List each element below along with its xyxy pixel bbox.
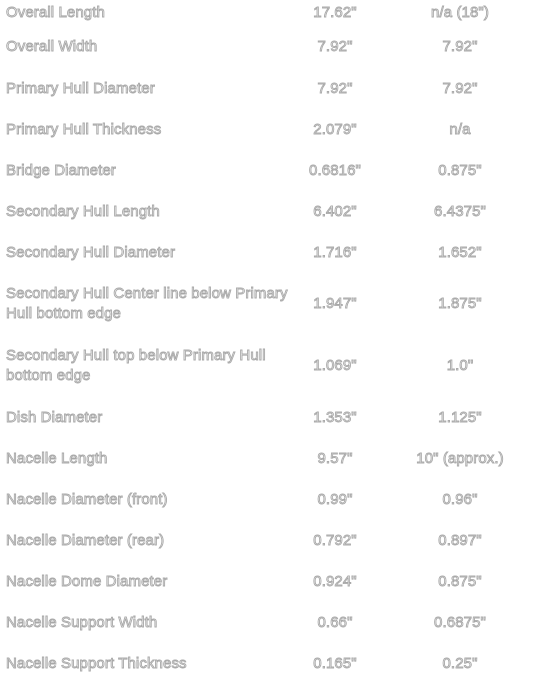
measured-value: 1.716" xyxy=(313,243,357,261)
row-label: Secondary Hull Diameter xyxy=(6,243,176,261)
table-row xyxy=(0,520,550,561)
spec-value: 1.875" xyxy=(438,295,482,312)
table-row xyxy=(0,191,550,232)
table-row xyxy=(0,479,550,520)
table-row xyxy=(0,68,550,109)
row-label: Nacelle Support Width xyxy=(6,613,158,631)
table-row xyxy=(0,397,550,438)
measured-value: 0.165" xyxy=(313,654,357,672)
spec-value: 1.0" xyxy=(446,357,474,374)
spec-value: 10" (approx.) xyxy=(416,449,504,467)
spec-value: 1.652" xyxy=(438,243,482,261)
measured-value: 7.92" xyxy=(317,38,353,55)
row-label: Secondary Hull Length xyxy=(6,202,160,220)
row-label: Secondary Hull Center line below Primary Hull bottom edge xyxy=(6,285,288,322)
measured-value: 0.924" xyxy=(313,572,357,590)
row-label: Nacelle Diameter (rear) xyxy=(6,531,165,549)
row-label: Secondary Hull top below Primary Hull bottom edge xyxy=(6,347,266,384)
measured-value: 0.792" xyxy=(313,531,357,549)
measured-value: 6.402" xyxy=(313,202,357,220)
measured-value: 1.353" xyxy=(313,408,357,426)
spec-value: 7.92" xyxy=(442,38,478,55)
measured-value: 0.6816" xyxy=(309,161,361,179)
table-row xyxy=(0,561,550,602)
measured-value: 0.66" xyxy=(317,613,353,631)
spec-value: 6.4375" xyxy=(434,202,486,220)
spec-value: 1.125" xyxy=(438,408,482,426)
measured-value: 0.99" xyxy=(317,490,353,508)
measured-value: 9.57" xyxy=(317,449,353,467)
table-row xyxy=(0,150,550,191)
table-row xyxy=(0,438,550,479)
spec-value: 0.875" xyxy=(438,572,482,590)
measured-value: 17.62" xyxy=(313,4,357,21)
row-label: Overall Width xyxy=(6,38,98,55)
row-label: Primary Hull Thickness xyxy=(6,120,162,138)
table-row xyxy=(0,335,550,397)
table-row xyxy=(0,0,550,26)
spec-value: 0.96" xyxy=(442,490,478,508)
measured-value: 7.92" xyxy=(317,79,353,97)
row-label: Overall Length xyxy=(6,4,105,21)
spec-value: 0.6875" xyxy=(434,613,486,631)
table-row xyxy=(0,109,550,150)
table-row xyxy=(0,602,550,643)
measured-value: 2.079" xyxy=(313,120,357,138)
table-row xyxy=(0,26,550,68)
table-row xyxy=(0,232,550,273)
spec-value: 0.897" xyxy=(438,531,482,549)
spec-value: 7.92" xyxy=(442,79,478,97)
row-label: Nacelle Dome Diameter xyxy=(6,572,168,590)
row-label: Dish Diameter xyxy=(6,408,103,426)
row-label: Bridge Diameter xyxy=(6,161,116,179)
row-label: Nacelle Support Thickness xyxy=(6,654,187,672)
row-label: Nacelle Length xyxy=(6,449,108,467)
row-label: Nacelle Diameter (front) xyxy=(6,490,168,508)
spec-value: n/a xyxy=(449,120,471,138)
measured-value: 1.069" xyxy=(313,357,357,374)
table-row xyxy=(0,273,550,335)
row-label: Primary Hull Diameter xyxy=(6,79,155,97)
spec-value: 0.875" xyxy=(438,161,482,179)
table-row xyxy=(0,643,550,684)
measured-value: 1.947" xyxy=(313,295,357,312)
spec-value: n/a (18") xyxy=(431,4,489,21)
spec-value: 0.25" xyxy=(442,654,478,672)
